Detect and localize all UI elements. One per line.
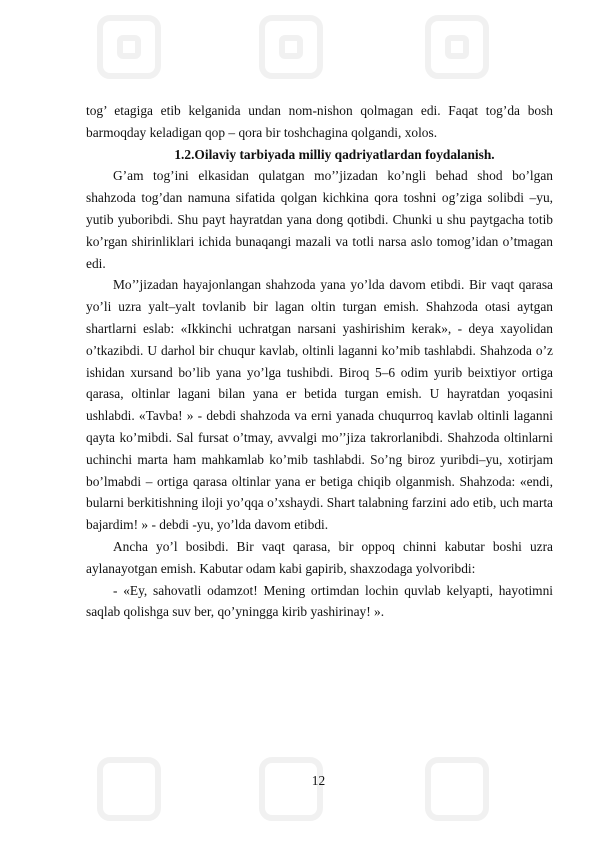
page-number: 12	[311, 773, 326, 788]
document-body	[86, 100, 553, 623]
section-heading: 1.2.Oilaviy tarbiyada milliy qadriyatlardan foydalanish.	[174, 146, 495, 162]
paragraph: Mo’’jizadan hayajonlangan shahzoda yana yo’lda davom etibdi. Bir vaqt qarasa yo’li uzra yalt–yalt tovlanib bir lagan oltin turgan emish. Shahzoda otasi aytgan shartlarni eslab: «Ikkinchi uchratgan narsani yashirishim kerak», - deya xayolidan o’tkazibdi. U darhol bir chuqur kavlab, oltinli laganni ko’mib tashlabdi. Shahzoda o’z ishidan xursand bo’lib yana yo’lga tushibdi. Biroq 5–6 odim yurib beixtiyor ortiga qarasa, oltinlar lagani bilan yana er betida turgan emish. U hayratdan yoqasini ushlabdi. «Tavba! » - debdi shahzoda va erni yanada chuqurroq kavlab oltinli laganni qayta ko’mibdi. Sal fursat o’tmay, avvalgi mo’’jiza takrorlanibdi. Shahzoda oltinlarni uchinchi marta ham mahkamlab ko’mib tashlabdi. So’ng biroz yuribdi–yu, xotirjam bo’lmabdi – ortiga qarasa oltinlar yana er betiga chiqib olganmish. Shahzoda: «endi, bularni berkitishning iloji yo’qqa o’xshaydi. Shart talabning farzini ado etib, uch marta bajardim! » - debdi -yu, yo’lda davom etibdi.	[86, 277, 553, 533]
paragraph-continuation: tog’ etagiga etib kelganida undan nom-nishon qolmagan edi. Faqat tog’da bosh barmoqday keladigan qop – qora bir toshchagina qolgandi, xolos.	[86, 103, 553, 140]
paragraph: G’am tog’ini elkasidan qulatgan mo’’jizadan ko’ngli behad shod bo’lgan shahzoda tog’dan namuna sifatida qolgan kichkina qora toshni og’ziga solibdi –yu, yutib yuboribdi. Shu payt hayratdan yana dong qotibdi. Chunki u shu paytgacha totib ko’rgan shirinliklari ichida bunaqangi mazali va totli narsa aslo tomog’idan o’tmagan edi.	[86, 168, 553, 271]
paragraph: - «Ey, sahovatli odamzot! Mening ortimdan lochin quvlab kelyapti, hayotimni saqlab qolishga suv ber, qo’yningga kirib yashirinay! ».	[86, 582, 553, 620]
paragraph: Ancha yo’l bosibdi. Bir vaqt qarasa, bir oppoq chinni kabutar boshi uzra aylanayotgan emish. Kabutar odam kabi gapirib, shaxzodaga yolvoribdi:	[86, 538, 553, 576]
